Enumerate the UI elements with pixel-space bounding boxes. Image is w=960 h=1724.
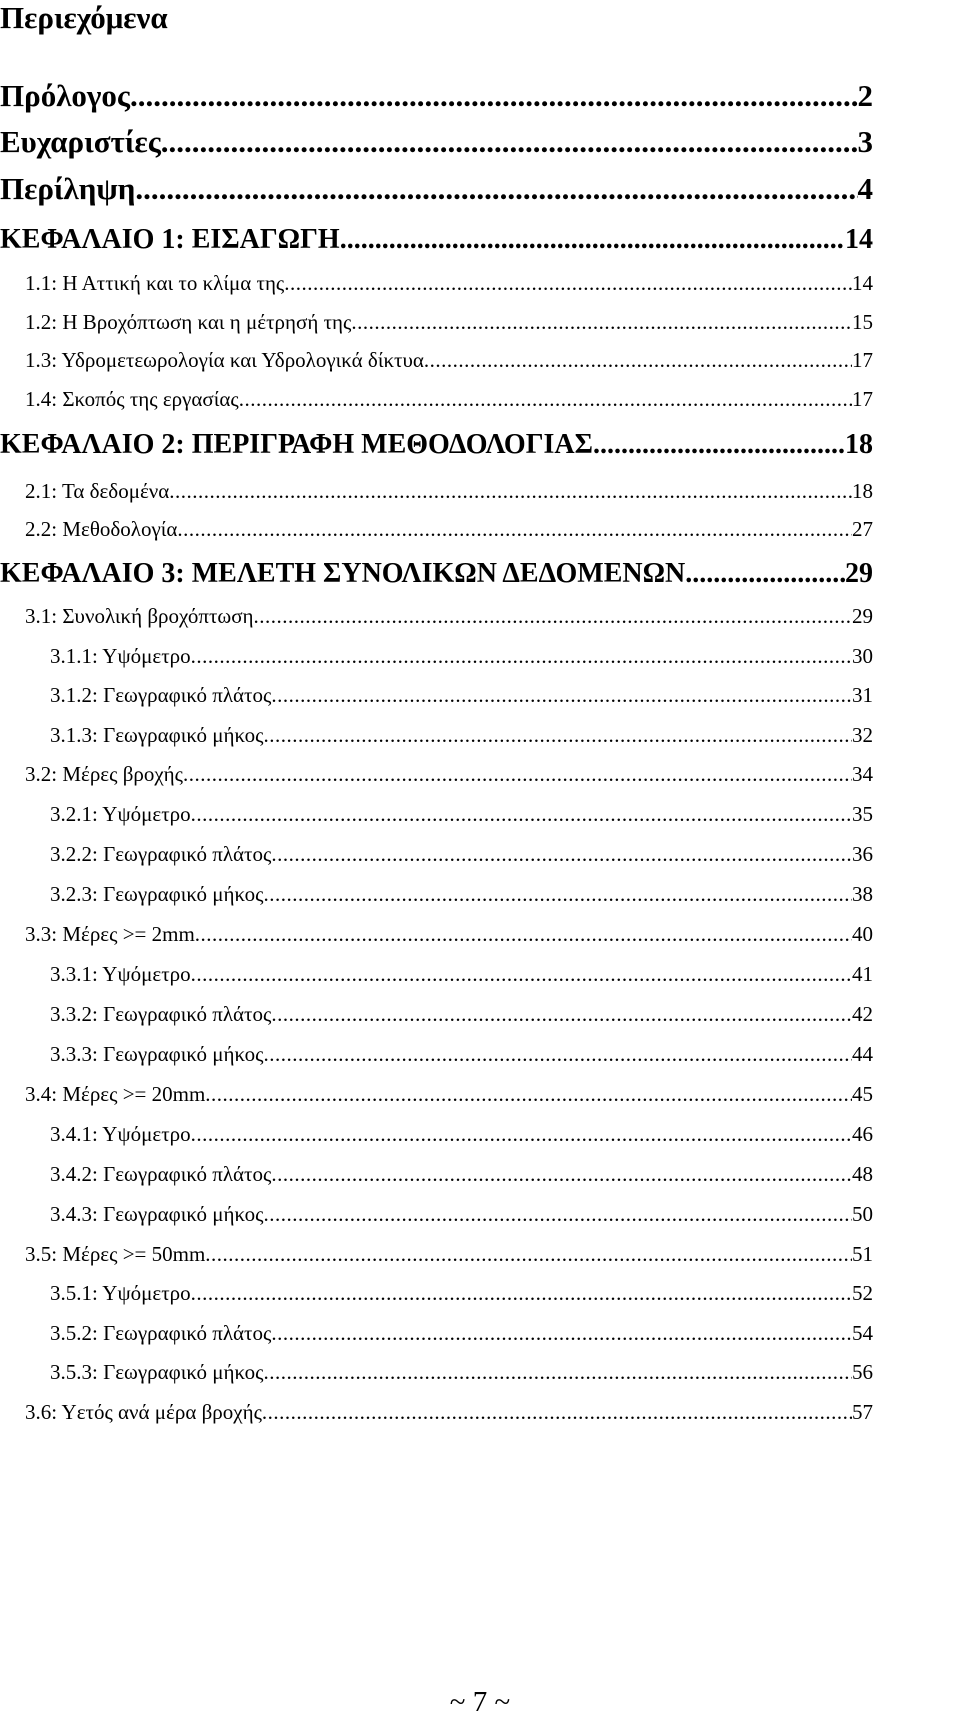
toc-entry[interactable] (25, 914, 873, 954)
toc-entry-label: 2.1: Τα δεδομένα (25, 479, 170, 503)
toc-leader-dots (239, 379, 852, 419)
toc-entry-label: Ευχαριστίες (0, 124, 161, 159)
toc-entry[interactable] (50, 1154, 873, 1194)
toc-entry-label: 3.1.3: Γεωγραφικό μήκος (50, 723, 264, 747)
toc-entry-label: 3.3.3: Γεωγραφικό μήκος (50, 1042, 264, 1066)
toc-leader-dots (177, 509, 852, 549)
toc-leader-dots (195, 914, 852, 954)
toc-entry-page-number: 15 (852, 310, 873, 334)
toc-entry-label: 1.1: Η Αττική και το κλίμα της (25, 271, 285, 295)
toc-leader-dots (271, 1154, 852, 1194)
toc-entry-page-number: 27 (852, 517, 873, 541)
toc-entry-label: ΚΕΦΑΛΑΙΟ 3: ΜΕΛΕΤΗ ΣΥΝΟΛΙΚΩΝ ΔΕΔΟΜΕΝΩΝ (0, 558, 686, 589)
toc-entry-page-number: 46 (852, 1122, 873, 1146)
toc-entry-page-number: 52 (852, 1281, 873, 1305)
toc-entry-page-number: 14 (845, 224, 873, 255)
toc-entry[interactable] (50, 874, 873, 914)
toc-entry[interactable] (25, 1234, 873, 1274)
toc-entry-page-number: 40 (852, 922, 873, 946)
toc-entry[interactable] (25, 596, 873, 636)
toc-entry-label: 3.1.2: Γεωγραφικό πλάτος (50, 683, 272, 707)
toc-entry-page-number: 31 (852, 683, 873, 707)
toc-entry-page-number: 18 (852, 479, 873, 503)
toc-entry-page-number: 4 (857, 171, 873, 206)
toc-entry-label: 3.5.1: Υψόμετρο (50, 1281, 191, 1305)
toc-entry-label: 3.3.1: Υψόμετρο (50, 962, 191, 986)
toc-entry[interactable] (25, 471, 873, 511)
toc-entry[interactable] (0, 219, 873, 261)
toc-entry[interactable] (0, 167, 873, 211)
toc-entry-label: 3.2: Μέρες βροχής (25, 762, 183, 786)
toc-entry-page-number: 41 (852, 962, 873, 986)
toc-entry-label: 3.3: Μέρες >= 2mm (25, 922, 195, 946)
toc-entry[interactable] (50, 1273, 873, 1313)
toc-leader-dots (191, 954, 852, 994)
toc-entry-label: 3.5: Μέρες >= 50mm (25, 1242, 206, 1266)
toc-leader-dots (424, 340, 852, 380)
toc-leader-dots (593, 424, 845, 466)
toc-entry[interactable] (50, 794, 873, 834)
toc-entry-label: 3.5.2: Γεωγραφικό πλάτος (50, 1321, 272, 1345)
toc-entry[interactable] (25, 754, 873, 794)
toc-leader-dots (351, 302, 852, 342)
toc-entry[interactable] (50, 1034, 873, 1074)
toc-entry-label: 3.4.1: Υψόμετρο (50, 1122, 191, 1146)
toc-entry-page-number: 30 (852, 644, 873, 668)
toc-entry-page-number: 29 (845, 558, 873, 589)
toc-entry-label: 3.2.2: Γεωγραφικό πλάτος (50, 842, 272, 866)
toc-entry[interactable] (50, 1313, 873, 1353)
toc-entry-page-number: 56 (852, 1360, 873, 1384)
toc-entry[interactable] (50, 1352, 873, 1392)
toc-entry-label: 1.4: Σκοπός της εργασίας (25, 387, 239, 411)
toc-entry-page-number: 2 (857, 78, 873, 113)
toc-entry[interactable] (50, 1194, 873, 1234)
toc-entry-label: 3.6: Υετός ανά μέρα βροχής (25, 1400, 262, 1424)
toc-entry-label: 2.2: Μεθοδολογία (25, 517, 178, 541)
toc-entry-page-number: 17 (852, 348, 873, 372)
toc-entry[interactable] (25, 340, 873, 380)
toc-entry-label: 3.5.3: Γεωγραφικό μήκος (50, 1360, 264, 1384)
toc-entry-page-number: 17 (852, 387, 873, 411)
toc-heading: Περιεχόμενα (0, 0, 168, 35)
toc-entry-page-number: 57 (852, 1400, 873, 1424)
page-number-footer: ~ 7 ~ (449, 1686, 511, 1718)
toc-entry-page-number: 42 (852, 1002, 873, 1026)
toc-entry-page-number: 50 (852, 1202, 873, 1226)
toc-leader-dots (169, 471, 852, 511)
toc-leader-dots (271, 994, 852, 1034)
toc-entry-label: Πρόλογος (0, 78, 131, 113)
toc-leader-dots (263, 874, 852, 914)
toc-entry[interactable] (25, 509, 873, 549)
toc-entry-page-number: 48 (852, 1162, 873, 1186)
toc-entry[interactable] (50, 954, 873, 994)
toc-leader-dots (263, 1194, 852, 1234)
toc-entry-label: 3.2.1: Υψόμετρο (50, 802, 191, 826)
toc-entry-label: 3.4: Μέρες >= 20mm (25, 1082, 206, 1106)
toc-leader-dots (130, 74, 857, 118)
toc-leader-dots (183, 754, 852, 794)
toc-entry[interactable] (50, 675, 873, 715)
toc-entry-page-number: 54 (852, 1321, 873, 1345)
toc-entry-page-number: 3 (857, 124, 873, 159)
toc-leader-dots (263, 715, 852, 755)
toc-entry-label: 3.4.2: Γεωγραφικό πλάτος (50, 1162, 272, 1186)
toc-entry-page-number: 44 (852, 1042, 873, 1066)
toc-entry-label: 3.2.3: Γεωγραφικό μήκος (50, 882, 264, 906)
toc-leader-dots (262, 1392, 852, 1432)
toc-leader-dots (685, 553, 845, 595)
toc-entry-label: 3.4.3: Γεωγραφικό μήκος (50, 1202, 264, 1226)
toc-entry-page-number: 36 (852, 842, 873, 866)
toc-entry-label: Περίληψη (0, 171, 136, 206)
toc-entry[interactable] (50, 994, 873, 1034)
toc-entry-label: 3.1: Συνολική βροχόπτωση (25, 604, 254, 628)
toc-leader-dots (271, 834, 852, 874)
toc-leader-dots (161, 120, 858, 164)
toc-entry[interactable] (50, 715, 873, 755)
toc-leader-dots (340, 219, 845, 261)
toc-entry-label: ΚΕΦΑΛΑΙΟ 1: ΕΙΣΑΓΩΓΗ (0, 224, 340, 255)
toc-entry-page-number: 51 (852, 1242, 873, 1266)
toc-entry[interactable] (50, 636, 873, 676)
toc-entry[interactable] (50, 834, 873, 874)
toc-entry-label: 3.1.1: Υψόμετρο (50, 644, 191, 668)
toc-leader-dots (191, 636, 852, 676)
toc-leader-dots (284, 263, 852, 303)
toc-entry-label: 1.2: Η Βροχόπτωση και η μέτρησή της (25, 310, 352, 334)
toc-entry[interactable] (0, 553, 873, 595)
toc-leader-dots (263, 1034, 852, 1074)
toc-entry[interactable] (25, 263, 873, 303)
toc-leader-dots (205, 1074, 852, 1114)
toc-entry-label: 3.3.2: Γεωγραφικό πλάτος (50, 1002, 272, 1026)
toc-entry[interactable] (25, 1392, 873, 1432)
toc-entry-label: ΚΕΦΑΛΑΙΟ 2: ΠΕΡΙΓΡΑΦΗ ΜΕΘΟΔΟΛΟΓΙΑΣ (0, 429, 593, 460)
toc-leader-dots (191, 1114, 852, 1154)
toc-entry-page-number: 32 (852, 723, 873, 747)
toc-leader-dots (191, 794, 852, 834)
toc-entry-page-number: 18 (845, 429, 873, 460)
toc-entry-page-number: 35 (852, 802, 873, 826)
toc-entry[interactable] (0, 74, 873, 118)
toc-entry-page-number: 29 (852, 604, 873, 628)
toc-leader-dots (191, 1273, 852, 1313)
toc-entry-page-number: 14 (852, 271, 873, 295)
toc-entry-page-number: 45 (852, 1082, 873, 1106)
toc-entry-label: 1.3: Υδρομετεωρολογία και Υδρολογικά δίκτυα (25, 348, 424, 372)
toc-entry[interactable] (25, 379, 873, 419)
toc-entry-page-number: 34 (852, 762, 873, 786)
toc-leader-dots (271, 675, 852, 715)
toc-entry[interactable] (50, 1114, 873, 1154)
toc-leader-dots (205, 1234, 852, 1274)
toc-entry[interactable] (25, 1074, 873, 1114)
toc-entry[interactable] (0, 424, 873, 466)
toc-leader-dots (135, 167, 857, 211)
toc-leader-dots (263, 1352, 852, 1392)
toc-leader-dots (254, 596, 852, 636)
toc-entry-page-number: 38 (852, 882, 873, 906)
toc-entry[interactable] (25, 302, 873, 342)
toc-leader-dots (271, 1313, 852, 1353)
toc-entry[interactable] (0, 120, 873, 164)
